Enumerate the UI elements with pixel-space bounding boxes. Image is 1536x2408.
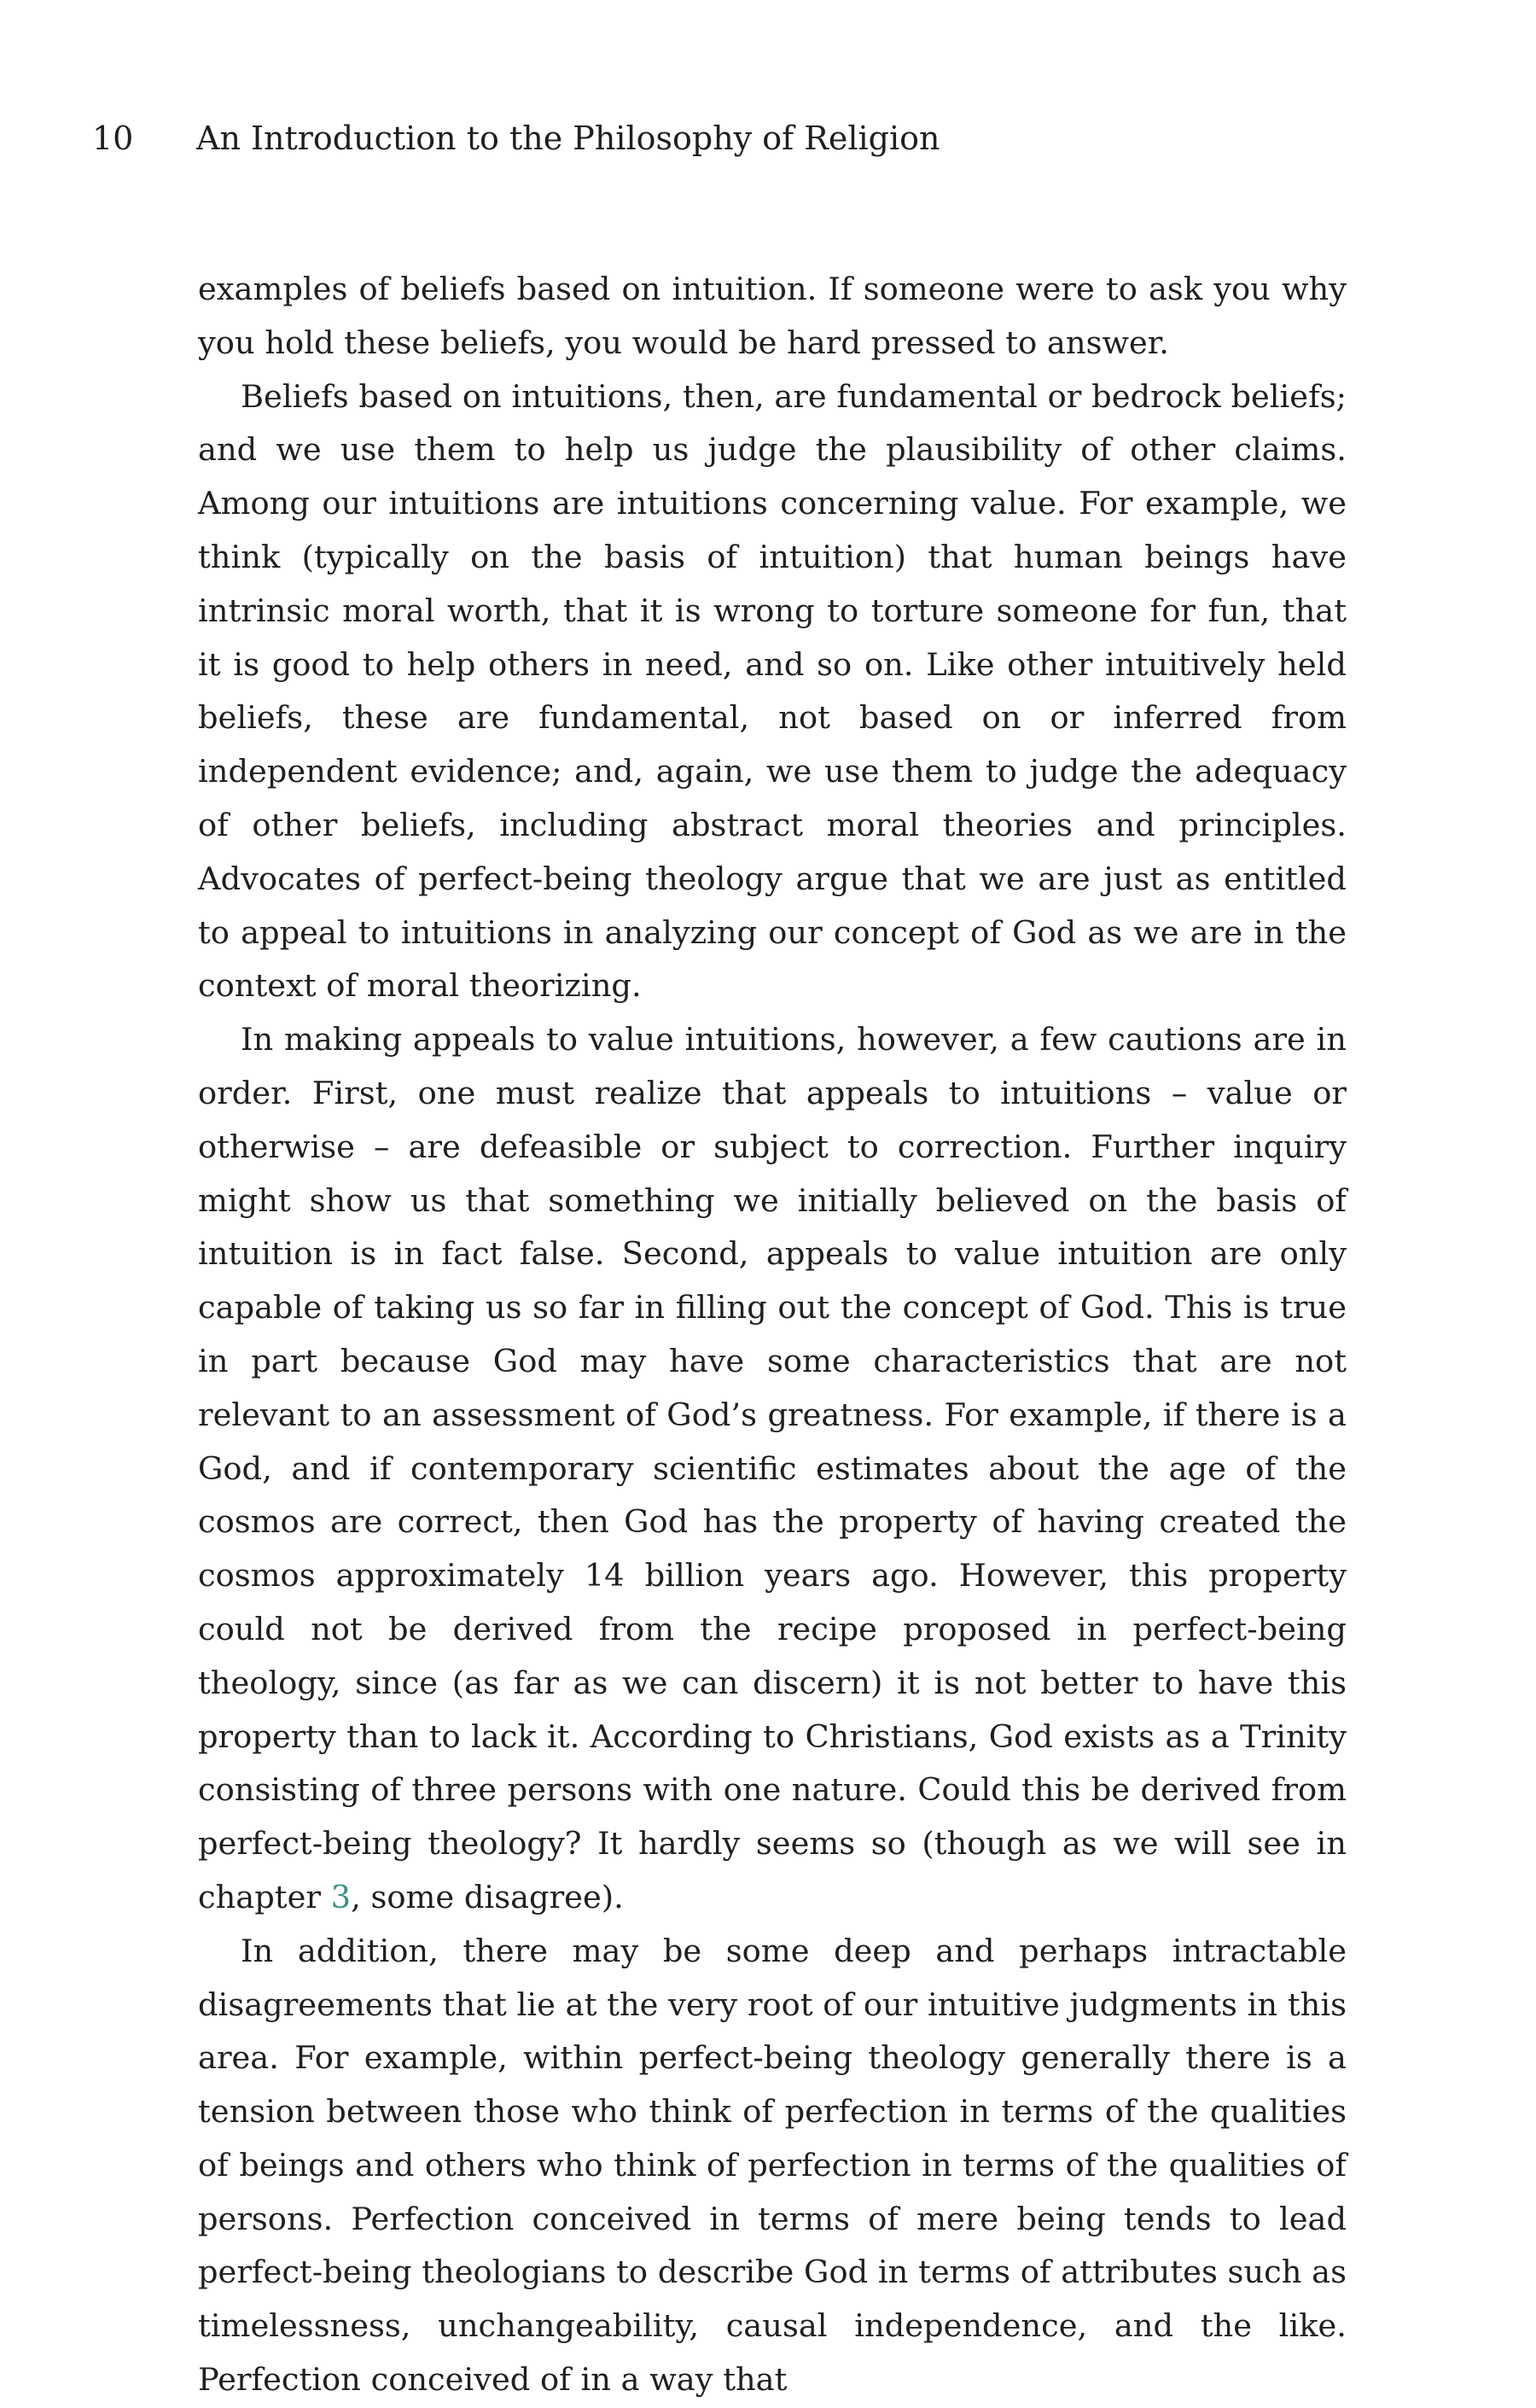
- paragraph-4: In addition, there may be some deep and perhaps intractable disagreements that lie at the very root of our intuitive judgments in this area. For example, within perfect-being theology generally there is a tension between those who think of perfection in terms of the qualities of beings and others who think of perfection in terms of the qualities of persons. Perfection conceived in terms of mere being tends to lead perfect-being theologians to describe God in terms of attributes such as timelessness, unchangeability, causal independence, and the like. Perfection conceived of in a way that: [198, 1932, 1347, 2399]
- chapter-3-link[interactable]: 3: [330, 1878, 352, 1915]
- running-head: [92, 116, 1347, 160]
- body-text: [198, 263, 1347, 2407]
- paragraph-3-text-end: , some disagree).: [351, 1878, 624, 1915]
- paragraph-3: [198, 1013, 1347, 1925]
- running-title: An Introduction to the Philosophy of Religion: [196, 120, 940, 157]
- paragraph-3-text-start: In making appeals to value intuitions, however, a few cautions are in order. First, one must realize that appeals to intuitions – value or otherwise – are defeasible or subject to correction. Further inquiry might show us that something we initially believed on the basis of intuition is in fact false. Second, appeals to value intuition are only capable of taking us so far in filling out the concept of God. This is true in part because God may have some characteristics that are not relevant to an assessment of God’s greatness. For example, if there is a God, and if contemporary scientific estimates about the age of the cosmos are correct, then God has the property of having created the cosmos approximately 14 billion years ago. However, this property could not be derived from the recipe proposed in perfect-being theology, since (as far as we can discern) it is not better to have this property than to lack it. According to Christians, God exists as a Trinity consisting of three persons with one nature. Could this be derived from perfect-being theology? It hardly seems so (though as we will see in chapter: [198, 1021, 1347, 1915]
- paragraph-2: Beliefs based on intuitions, then, are fundamental or bedrock beliefs; and we use them to help us judge the plausibility of other claims. Among our intuitions are intuitions concerning value. For example, we think (typically on the basis of intuition) that human beings have intrinsic moral worth, that it is wrong to torture someone for fun, that it is good to help others in need, and so on. Like other intuitively held beliefs, these are fundamental, not based on or inferred from independent evidence; and, again, we use them to judge the adequacy of other beliefs, including abstract moral theories and principles. Advocates of perfect-being theology argue that we are just as entitled to appeal to intuitions in analyzing our concept of God as we are in the context of moral theorizing.: [198, 377, 1347, 1005]
- page-number: 10: [92, 120, 134, 157]
- paragraph-1: examples of beliefs based on intuition. If someone were to ask you why you hold these beliefs, you would be hard pressed to answer.: [198, 271, 1347, 361]
